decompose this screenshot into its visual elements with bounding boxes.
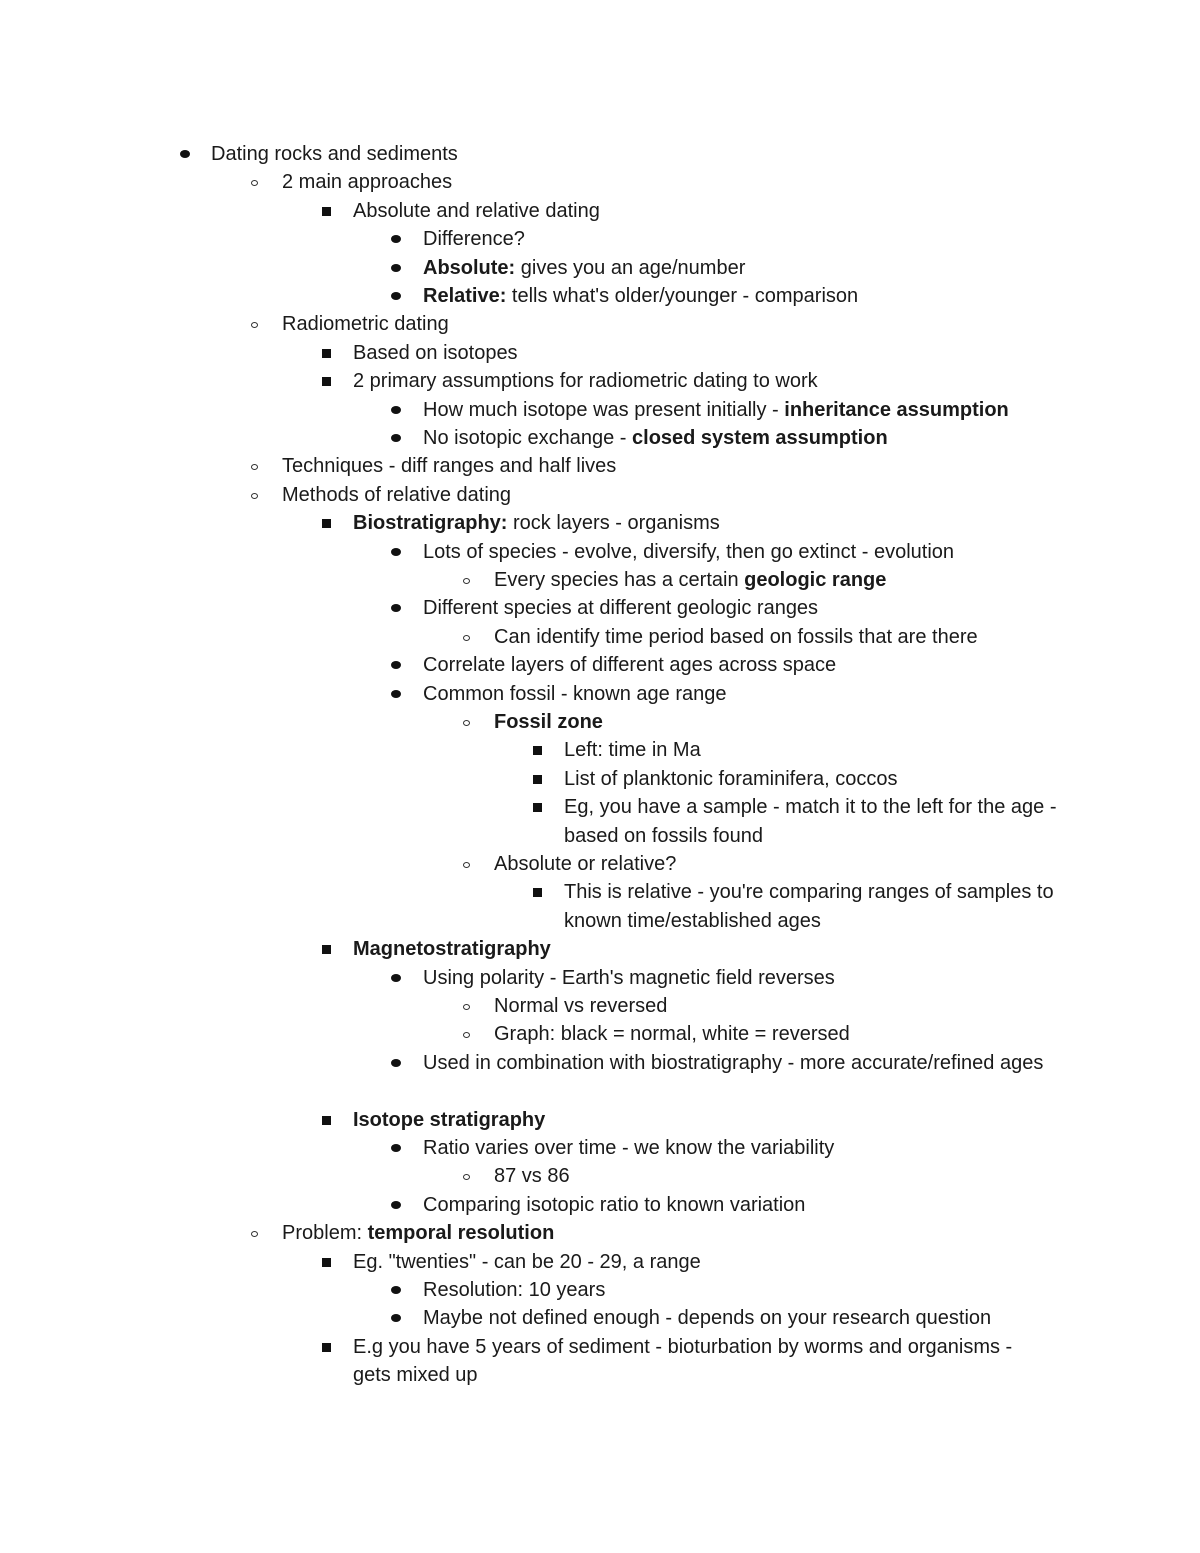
disc-bullet-icon [391, 292, 401, 300]
note-text: Used in combination with biostratigraphy - more accurate/refined ages [423, 1051, 1044, 1074]
note-item-level-2 [353, 197, 600, 225]
note-item-level-4 [494, 566, 886, 594]
note-text: Every species has a certain [494, 569, 745, 591]
hollow-circle-bullet-icon [463, 1032, 470, 1038]
note-item-level-3 [423, 1134, 834, 1162]
bold-term: Relative: [423, 285, 507, 307]
square-bullet-icon [322, 945, 331, 954]
note-item-level-2 [353, 1106, 545, 1134]
hollow-circle-bullet-icon [251, 464, 258, 470]
bold-term: Fossil zone [494, 711, 603, 733]
note-text: Techniques - diff ranges and half lives [282, 455, 617, 478]
note-item-level-3 [423, 680, 726, 708]
note-text: rock layers - organisms [507, 512, 720, 535]
note-item-level-0 [211, 140, 458, 168]
note-text: 87 vs 86 [494, 1165, 570, 1188]
disc-bullet-icon [180, 150, 190, 158]
note-text: Different species at different geologic ranges [423, 597, 819, 620]
note-item-level-4 [494, 1162, 570, 1190]
disc-bullet-icon [391, 548, 401, 556]
disc-bullet-icon [391, 235, 401, 243]
disc-bullet-icon [391, 604, 401, 612]
note-item-level-5 [564, 793, 1060, 850]
square-bullet-icon [533, 888, 542, 897]
hollow-circle-bullet-icon [463, 1174, 470, 1180]
note-item-level-5 [564, 878, 1060, 935]
bold-term: Absolute: [423, 256, 516, 279]
hollow-circle-bullet-icon [463, 720, 470, 726]
note-item-level-4 [494, 1020, 850, 1048]
note-item-level-2 [353, 367, 818, 395]
note-item-level-2 [353, 1248, 701, 1276]
bold-term: closed system assumption [632, 427, 888, 449]
note-text: Eg. "twenties" - can be 20 - 29, a range [353, 1250, 701, 1273]
disc-bullet-icon [391, 1314, 401, 1322]
hollow-circle-bullet-icon [251, 493, 258, 499]
disc-bullet-icon [391, 406, 401, 414]
disc-bullet-icon [391, 974, 401, 982]
note-text: E.g you have 5 years of sediment - bioturbation by worms and organisms - gets mixed up [353, 1335, 1013, 1387]
note-text: Maybe not defined enough - depends on your research question [423, 1307, 992, 1330]
note-item-level-3 [423, 594, 818, 622]
bold-term: Magnetostratigraphy [353, 938, 551, 961]
note-item-level-4 [494, 850, 676, 878]
note-text: This is relative - you're comparing ranges of samples to known time/established ages [564, 881, 1054, 932]
note-text: tells what's older/younger - comparison [506, 285, 859, 307]
note-item-level-5 [564, 765, 898, 793]
note-text: Graph: black = normal, white = reversed [494, 1023, 850, 1046]
note-text: Lots of species - evolve, diversify, then go extinct - evolution [423, 540, 955, 563]
note-item-level-3 [423, 225, 525, 253]
hollow-circle-bullet-icon [251, 1231, 258, 1237]
note-item-level-2 [353, 509, 720, 537]
bold-term: Isotope stratigraphy [353, 1108, 546, 1131]
note-text: Comparing isotopic ratio to known variation [423, 1193, 806, 1216]
square-bullet-icon [322, 1116, 331, 1125]
bold-term: temporal resolution [367, 1222, 555, 1245]
hollow-circle-bullet-icon [251, 180, 258, 186]
note-item-level-3 [423, 424, 888, 452]
note-text: Can identify time period based on fossils that are there [494, 625, 978, 648]
square-bullet-icon [322, 1343, 331, 1352]
note-item-level-3 [423, 396, 1009, 424]
hollow-circle-bullet-icon [251, 322, 258, 328]
note-item-level-3 [423, 538, 954, 566]
disc-bullet-icon [391, 1059, 401, 1067]
disc-bullet-icon [391, 1201, 401, 1209]
note-item-level-4 [494, 992, 667, 1020]
note-item-level-3 [423, 1049, 1060, 1077]
note-text: How much isotope was present initially - [423, 398, 785, 421]
note-text: Common fossil - known age range [423, 682, 727, 705]
note-item-level-4 [494, 623, 978, 651]
hollow-circle-bullet-icon [463, 1004, 470, 1010]
note-item-level-1 [282, 168, 452, 196]
disc-bullet-icon [391, 434, 401, 442]
note-item-level-3 [423, 1191, 805, 1219]
note-text: Eg, you have a sample - match it to the left for the age - based on fossils found [564, 796, 1057, 847]
note-text: Resolution: 10 years [423, 1279, 606, 1301]
note-item-level-2 [353, 1333, 1050, 1390]
note-item-level-1 [282, 1219, 554, 1247]
note-text: Based on isotopes [353, 341, 518, 364]
note-text: Difference? [423, 228, 525, 251]
disc-bullet-icon [391, 1286, 401, 1294]
note-item-level-1 [282, 481, 511, 509]
note-text: Dating rocks and sediments [211, 143, 458, 165]
note-text: Problem: [282, 1222, 368, 1245]
note-item-level-3 [423, 1304, 991, 1332]
disc-bullet-icon [391, 690, 401, 698]
note-text: Correlate layers of different ages across space [423, 654, 837, 677]
note-item-level-3 [423, 254, 745, 282]
bold-term: geologic range [744, 569, 887, 591]
note-text: Absolute and relative dating [353, 199, 600, 222]
note-text: Absolute or relative? [494, 853, 677, 875]
note-text: No isotopic exchange - [423, 427, 633, 449]
square-bullet-icon [322, 207, 331, 216]
disc-bullet-icon [391, 1144, 401, 1152]
hollow-circle-bullet-icon [463, 578, 470, 584]
note-text: Ratio varies over time - we know the variability [423, 1137, 835, 1159]
note-text: Methods of relative dating [282, 483, 512, 506]
note-text: Left: time in Ma [564, 739, 701, 762]
note-item-level-1 [282, 310, 449, 338]
disc-bullet-icon [391, 264, 401, 272]
note-item-level-2 [353, 339, 518, 367]
note-text: List of planktonic foraminifera, coccos [564, 767, 898, 790]
note-text: 2 main approaches [282, 171, 453, 194]
note-text: Radiometric dating [282, 313, 449, 336]
note-item-level-3 [423, 1276, 605, 1304]
note-item-level-2 [353, 935, 551, 963]
note-text: 2 primary assumptions for radiometric dating to work [353, 370, 818, 393]
square-bullet-icon [533, 775, 542, 784]
square-bullet-icon [533, 746, 542, 755]
square-bullet-icon [322, 349, 331, 358]
bold-term: inheritance assumption [784, 398, 1009, 421]
note-text: gives you an age/number [515, 256, 746, 279]
note-item-level-3 [423, 964, 835, 992]
square-bullet-icon [322, 519, 331, 528]
square-bullet-icon [322, 377, 331, 386]
square-bullet-icon [533, 803, 542, 812]
disc-bullet-icon [391, 661, 401, 669]
note-text: Normal vs reversed [494, 995, 668, 1017]
bold-term: Biostratigraphy: [353, 512, 508, 535]
note-item-level-4 [494, 708, 603, 736]
hollow-circle-bullet-icon [463, 862, 470, 868]
square-bullet-icon [322, 1258, 331, 1267]
note-item-level-3 [423, 651, 836, 679]
note-text: Using polarity - Earth's magnetic field reverses [423, 966, 835, 989]
hollow-circle-bullet-icon [463, 635, 470, 641]
note-item-level-5 [564, 736, 701, 764]
note-item-level-1 [282, 452, 616, 480]
note-item-level-3 [423, 282, 858, 310]
